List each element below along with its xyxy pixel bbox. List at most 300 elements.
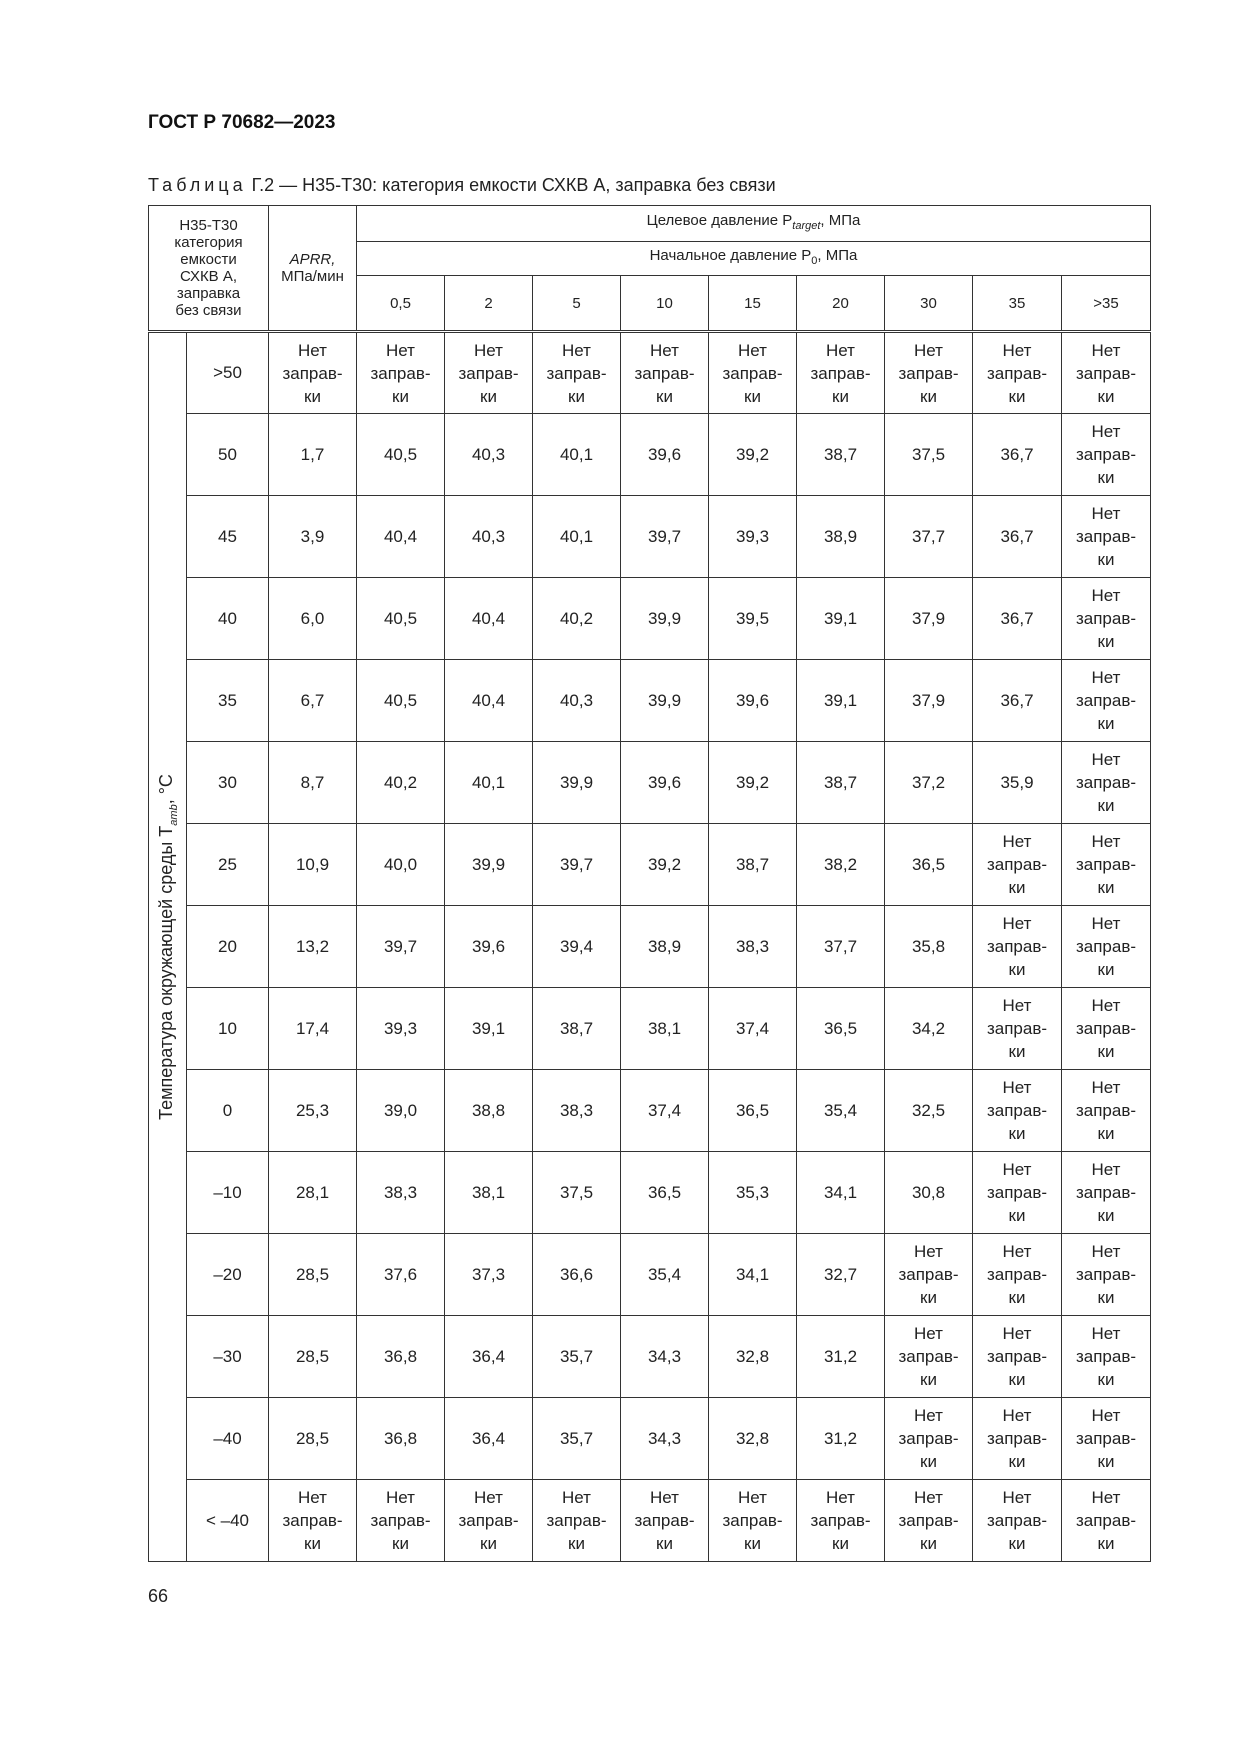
no-refuel-line: ки [1097, 386, 1115, 406]
no-refuel-cell [973, 906, 1062, 988]
no-refuel-cell [885, 1398, 973, 1480]
no-refuel-line: ки [1097, 468, 1115, 487]
corner-line: Н35-Т30 [179, 217, 238, 234]
no-refuel-line: заправ- [1075, 1429, 1137, 1448]
value-cell: 36,5 [797, 988, 885, 1070]
aprr-abbr: APRR, [289, 251, 336, 268]
value-cell: 36,8 [357, 1398, 445, 1480]
value-cell: 35,3 [709, 1152, 797, 1234]
no-refuel-line: Нет [1002, 832, 1032, 851]
no-refuel-cell [1062, 1152, 1151, 1234]
no-refuel-line: Нет [738, 340, 767, 360]
value-cell: 36,4 [445, 1398, 533, 1480]
no-refuel-cell [973, 332, 1062, 414]
no-refuel-cell [885, 332, 973, 414]
value-cell: 37,9 [885, 578, 973, 660]
no-refuel-line: заправ- [986, 1101, 1048, 1120]
no-refuel-cell [1062, 1070, 1151, 1152]
no-refuel-line: ки [832, 1534, 849, 1553]
no-refuel-line: заправ- [986, 1019, 1048, 1038]
no-refuel-cell [1062, 1480, 1151, 1562]
no-refuel-line: ки [920, 1370, 937, 1389]
value-cell: 38,2 [797, 824, 885, 906]
temperature-cell: 25 [187, 824, 269, 906]
aprr-header [269, 206, 357, 332]
table-row [149, 1398, 1151, 1480]
no-refuel-line: заправ- [810, 1511, 871, 1530]
no-refuel-cell [885, 1316, 973, 1398]
value-cell: 38,9 [797, 496, 885, 578]
no-refuel-line: ки [1097, 1288, 1115, 1307]
value-cell: 36,7 [973, 578, 1062, 660]
no-refuel-line: ки [920, 1534, 937, 1553]
table-row [149, 1234, 1151, 1316]
value-cell: 28,5 [269, 1234, 357, 1316]
corner-line: заправка [176, 285, 241, 302]
value-cell: 34,3 [621, 1398, 709, 1480]
no-refuel-cell [973, 1480, 1062, 1562]
value-cell: 32,7 [797, 1234, 885, 1316]
corner-line: СХКВ А, [179, 268, 238, 285]
value-cell: 40,1 [533, 414, 621, 496]
no-refuel-cell [1062, 332, 1151, 414]
value-cell: 17,4 [269, 988, 357, 1070]
corner-line: без связи [175, 302, 242, 319]
no-refuel-line: ки [1008, 878, 1026, 897]
no-refuel-line: Нет [1091, 340, 1121, 360]
target-unit: , МПа [820, 212, 861, 229]
table-row [149, 824, 1151, 906]
no-refuel-line: Нет [1002, 1406, 1032, 1425]
no-refuel-line: ки [1097, 1452, 1115, 1471]
value-cell: 38,7 [797, 414, 885, 496]
no-refuel-line: заправ- [898, 1429, 959, 1448]
no-refuel-line: Нет [386, 1488, 415, 1507]
value-cell: 40,4 [445, 660, 533, 742]
value-cell: 39,1 [445, 988, 533, 1070]
no-refuel-cell [973, 1316, 1062, 1398]
value-cell: 3,9 [269, 496, 357, 578]
value-cell: 40,4 [445, 578, 533, 660]
no-refuel-line: заправ- [546, 363, 607, 383]
no-refuel-cell [533, 332, 621, 414]
no-refuel-line: Нет [1091, 1488, 1121, 1507]
value-cell: 37,4 [709, 988, 797, 1070]
column-header: 30 [885, 276, 973, 332]
value-cell: 38,9 [621, 906, 709, 988]
temperature-cell: –40 [187, 1398, 269, 1480]
no-refuel-line: заправ- [1075, 1511, 1137, 1530]
value-cell: 38,7 [709, 824, 797, 906]
no-refuel-cell [533, 1480, 621, 1562]
no-refuel-line: заправ- [986, 1429, 1048, 1448]
value-cell: 36,8 [357, 1316, 445, 1398]
no-refuel-cell [1062, 660, 1151, 742]
column-header: 0,5 [357, 276, 445, 332]
value-cell: 40,4 [357, 496, 445, 578]
no-refuel-line: Нет [1002, 340, 1032, 360]
no-refuel-cell [357, 332, 445, 414]
no-refuel-cell [885, 1234, 973, 1316]
value-cell: 39,9 [445, 824, 533, 906]
value-cell: 36,4 [445, 1316, 533, 1398]
no-refuel-line: ки [304, 386, 321, 406]
no-refuel-cell [709, 1480, 797, 1562]
no-refuel-cell [973, 988, 1062, 1070]
value-cell: 32,8 [709, 1398, 797, 1480]
table-row [149, 332, 1151, 414]
temperature-cell: 10 [187, 988, 269, 1070]
value-cell: 36,5 [885, 824, 973, 906]
no-refuel-line: ки [1008, 1534, 1026, 1553]
no-refuel-cell [1062, 824, 1151, 906]
no-refuel-line: Нет [826, 340, 855, 360]
no-refuel-line: заправ- [282, 363, 343, 383]
value-cell: 39,9 [621, 578, 709, 660]
no-refuel-cell [621, 332, 709, 414]
value-cell: 31,2 [797, 1398, 885, 1480]
no-refuel-line: ки [1097, 878, 1115, 897]
value-cell: 40,5 [357, 414, 445, 496]
value-cell: 30,8 [885, 1152, 973, 1234]
no-refuel-line: заправ- [1075, 1019, 1137, 1038]
no-refuel-line: заправ- [1075, 773, 1137, 792]
no-refuel-line: заправ- [458, 1511, 519, 1530]
column-header: 10 [621, 276, 709, 332]
no-refuel-line: заправ- [1075, 363, 1137, 383]
no-refuel-line: Нет [1091, 996, 1121, 1015]
initial-label: Начальное давление P [649, 247, 812, 264]
column-header: 15 [709, 276, 797, 332]
initial-subscript: 0 [811, 255, 818, 267]
page-number: 66 [148, 1586, 169, 1606]
no-refuel-line: ки [1097, 796, 1115, 815]
no-refuel-line: ки [920, 1452, 937, 1471]
temp-axis-subscript: amb [167, 804, 180, 826]
value-cell: 39,6 [621, 742, 709, 824]
value-cell: 38,3 [357, 1152, 445, 1234]
no-refuel-line: Нет [914, 1488, 943, 1507]
no-refuel-line: ки [392, 386, 409, 406]
value-cell: 28,5 [269, 1398, 357, 1480]
value-cell: 40,5 [357, 578, 445, 660]
value-cell: 34,2 [885, 988, 973, 1070]
no-refuel-line: ки [480, 1534, 497, 1553]
no-refuel-line: Нет [1091, 504, 1121, 523]
no-refuel-line: Нет [1002, 1078, 1032, 1097]
no-refuel-line: ки [832, 386, 849, 406]
no-refuel-line: заправ- [986, 1265, 1048, 1284]
value-cell: 35,8 [885, 906, 973, 988]
value-cell: 39,0 [357, 1070, 445, 1152]
no-refuel-line: ки [392, 1534, 409, 1553]
no-refuel-line: ки [1097, 1042, 1115, 1061]
temperature-cell: –10 [187, 1152, 269, 1234]
value-cell: 39,1 [797, 578, 885, 660]
no-refuel-line: заправ- [370, 1511, 431, 1530]
no-refuel-line: ки [656, 1534, 673, 1553]
caption-word: Таблица [148, 175, 247, 195]
no-refuel-cell [1062, 578, 1151, 660]
value-cell: 39,7 [621, 496, 709, 578]
no-refuel-line: Нет [1091, 914, 1121, 933]
no-refuel-line: заправ- [898, 1511, 959, 1530]
no-refuel-cell [269, 1480, 357, 1562]
no-refuel-line: заправ- [1075, 937, 1137, 956]
value-cell: 35,7 [533, 1398, 621, 1480]
table-row [149, 1480, 1151, 1562]
value-cell: 38,1 [445, 1152, 533, 1234]
no-refuel-line: заправ- [722, 363, 783, 383]
no-refuel-line: Нет [826, 1488, 855, 1507]
value-cell: 37,3 [445, 1234, 533, 1316]
table-row [149, 1152, 1151, 1234]
no-refuel-line: заправ- [1075, 1183, 1137, 1202]
no-refuel-line: ки [1097, 550, 1115, 569]
value-cell: 39,2 [709, 742, 797, 824]
no-refuel-line: Нет [914, 340, 943, 360]
no-refuel-line: Нет [298, 340, 327, 360]
no-refuel-line: Нет [1002, 1324, 1032, 1343]
no-refuel-cell [357, 1480, 445, 1562]
no-refuel-line: ки [1008, 960, 1026, 979]
no-refuel-line: ки [920, 386, 937, 406]
no-refuel-cell [885, 1480, 973, 1562]
value-cell: 40,3 [445, 496, 533, 578]
no-refuel-line: Нет [474, 340, 503, 360]
no-refuel-line: Нет [914, 1406, 943, 1425]
value-cell: 36,5 [621, 1152, 709, 1234]
target-subscript: target [792, 220, 821, 232]
table-row [149, 660, 1151, 742]
value-cell: 39,6 [445, 906, 533, 988]
value-cell: 38,7 [533, 988, 621, 1070]
value-cell: 39,7 [357, 906, 445, 988]
no-refuel-line: Нет [650, 1488, 679, 1507]
table-row [149, 1070, 1151, 1152]
value-cell: 25,3 [269, 1070, 357, 1152]
table-row [149, 742, 1151, 824]
no-refuel-cell [1062, 1316, 1151, 1398]
value-cell: 36,6 [533, 1234, 621, 1316]
value-cell: 39,7 [533, 824, 621, 906]
value-cell: 39,6 [621, 414, 709, 496]
no-refuel-line: ки [1097, 1370, 1115, 1389]
temperature-cell: –20 [187, 1234, 269, 1316]
no-refuel-cell [445, 332, 533, 414]
value-cell: 36,7 [973, 660, 1062, 742]
column-header: 5 [533, 276, 621, 332]
no-refuel-line: Нет [1091, 422, 1121, 441]
value-cell: 40,2 [533, 578, 621, 660]
value-cell: 39,6 [709, 660, 797, 742]
column-header: >35 [1062, 276, 1151, 332]
value-cell: 39,9 [621, 660, 709, 742]
value-cell: 37,5 [885, 414, 973, 496]
corner-header [149, 206, 269, 332]
no-refuel-line: заправ- [546, 1511, 607, 1530]
value-cell: 40,1 [445, 742, 533, 824]
no-refuel-line: Нет [914, 1324, 943, 1343]
value-cell: 6,7 [269, 660, 357, 742]
value-cell: 39,1 [797, 660, 885, 742]
value-cell: 40,0 [357, 824, 445, 906]
no-refuel-line: Нет [1002, 1242, 1032, 1261]
no-refuel-cell [1062, 1398, 1151, 1480]
no-refuel-line: Нет [1091, 1242, 1121, 1261]
value-cell: 6,0 [269, 578, 357, 660]
value-cell: 35,7 [533, 1316, 621, 1398]
value-cell: 35,4 [621, 1234, 709, 1316]
no-refuel-cell [269, 332, 357, 414]
no-refuel-line: Нет [1091, 1324, 1121, 1343]
no-refuel-cell [973, 1234, 1062, 1316]
no-refuel-cell [797, 332, 885, 414]
no-refuel-line: ки [1008, 1042, 1026, 1061]
value-cell: 10,9 [269, 824, 357, 906]
no-refuel-line: заправ- [986, 855, 1048, 874]
table-row [149, 414, 1151, 496]
value-cell: 37,5 [533, 1152, 621, 1234]
no-refuel-line: заправ- [1075, 527, 1137, 546]
no-refuel-cell [797, 1480, 885, 1562]
initial-unit: , МПа [817, 247, 858, 264]
document-code: ГОСТ Р 70682—2023 [148, 112, 336, 133]
no-refuel-line: ки [304, 1534, 321, 1553]
no-refuel-cell [973, 1398, 1062, 1480]
value-cell: 34,1 [797, 1152, 885, 1234]
no-refuel-line: ки [744, 386, 761, 406]
value-cell: 31,2 [797, 1316, 885, 1398]
value-cell: 40,5 [357, 660, 445, 742]
table-row [149, 496, 1151, 578]
value-cell: 34,1 [709, 1234, 797, 1316]
value-cell: 40,3 [445, 414, 533, 496]
no-refuel-line: заправ- [1075, 609, 1137, 628]
no-refuel-line: заправ- [634, 1511, 695, 1530]
temperature-cell: < –40 [187, 1480, 269, 1562]
caption-text: Г.2 — Н35-Т30: категория емкости СХКВ А, заправка без связи [246, 175, 776, 195]
no-refuel-line: ки [480, 386, 497, 406]
no-refuel-line: ки [744, 1534, 761, 1553]
no-refuel-line: Нет [298, 1488, 327, 1507]
no-refuel-line: заправ- [282, 1511, 343, 1530]
no-refuel-line: заправ- [722, 1511, 783, 1530]
corner-line: емкости [180, 251, 237, 268]
no-refuel-line: ки [1008, 1124, 1026, 1143]
corner-line: категория [174, 234, 243, 251]
no-refuel-line: ки [1008, 386, 1026, 406]
no-refuel-line: Нет [1002, 1488, 1032, 1507]
no-refuel-cell [445, 1480, 533, 1562]
column-header: 2 [445, 276, 533, 332]
temperature-axis-cell [149, 332, 187, 1562]
no-refuel-line: Нет [1091, 1406, 1121, 1425]
table-row [149, 1316, 1151, 1398]
temperature-cell: 0 [187, 1070, 269, 1152]
no-refuel-line: заправ- [1075, 1265, 1137, 1284]
no-refuel-line: заправ- [986, 363, 1048, 383]
no-refuel-line: заправ- [986, 1183, 1048, 1202]
no-refuel-line: Нет [1091, 1160, 1121, 1179]
no-refuel-line: ки [1097, 714, 1115, 733]
no-refuel-cell [1062, 1234, 1151, 1316]
no-refuel-line: заправ- [898, 363, 959, 383]
column-header: 20 [797, 276, 885, 332]
value-cell: 37,4 [621, 1070, 709, 1152]
no-refuel-line: заправ- [1075, 1101, 1137, 1120]
temperature-axis-label [156, 774, 180, 1120]
no-refuel-line: заправ- [986, 1347, 1048, 1366]
temperature-cell: >50 [187, 332, 269, 414]
value-cell: 36,7 [973, 414, 1062, 496]
no-refuel-line: ки [920, 1288, 937, 1307]
temperature-cell: 45 [187, 496, 269, 578]
no-refuel-line: ки [1097, 1534, 1115, 1553]
no-refuel-line: заправ- [810, 363, 871, 383]
value-cell: 1,7 [269, 414, 357, 496]
temperature-cell: 30 [187, 742, 269, 824]
value-cell: 37,9 [885, 660, 973, 742]
no-refuel-cell [1062, 414, 1151, 496]
no-refuel-line: Нет [1091, 668, 1121, 687]
aprr-unit: МПа/мин [281, 268, 344, 285]
no-refuel-line: Нет [562, 340, 591, 360]
value-cell: 39,9 [533, 742, 621, 824]
no-refuel-line: заправ- [898, 1347, 959, 1366]
no-refuel-line: Нет [1002, 914, 1032, 933]
no-refuel-line: Нет [1002, 1160, 1032, 1179]
no-refuel-cell [973, 1070, 1062, 1152]
value-cell: 13,2 [269, 906, 357, 988]
no-refuel-line: ки [1097, 960, 1115, 979]
value-cell: 39,2 [621, 824, 709, 906]
table-row [149, 578, 1151, 660]
value-cell: 36,7 [973, 496, 1062, 578]
no-refuel-line: ки [656, 386, 673, 406]
value-cell: 28,5 [269, 1316, 357, 1398]
no-refuel-line: ки [1097, 1124, 1115, 1143]
value-cell: 34,3 [621, 1316, 709, 1398]
pressure-table [148, 205, 1151, 1562]
no-refuel-line: ки [568, 386, 585, 406]
no-refuel-cell [709, 332, 797, 414]
temperature-cell: 20 [187, 906, 269, 988]
target-label: Целевое давление P [646, 212, 793, 229]
temp-axis-unit: , °С [155, 774, 176, 805]
no-refuel-line: Нет [650, 340, 679, 360]
value-cell: 8,7 [269, 742, 357, 824]
value-cell: 37,6 [357, 1234, 445, 1316]
value-cell: 38,7 [797, 742, 885, 824]
no-refuel-line: Нет [1091, 832, 1121, 851]
no-refuel-line: заправ- [1075, 1347, 1137, 1366]
no-refuel-line: Нет [738, 1488, 767, 1507]
no-refuel-line: Нет [474, 1488, 503, 1507]
value-cell: 35,9 [973, 742, 1062, 824]
value-cell: 37,7 [797, 906, 885, 988]
no-refuel-line: Нет [562, 1488, 591, 1507]
value-cell: 37,2 [885, 742, 973, 824]
value-cell: 28,1 [269, 1152, 357, 1234]
no-refuel-line: заправ- [898, 1265, 959, 1284]
no-refuel-cell [1062, 742, 1151, 824]
no-refuel-line: Нет [1091, 586, 1121, 605]
value-cell: 40,2 [357, 742, 445, 824]
no-refuel-line: ки [1008, 1288, 1026, 1307]
no-refuel-line: Нет [386, 340, 415, 360]
no-refuel-line: заправ- [458, 363, 519, 383]
